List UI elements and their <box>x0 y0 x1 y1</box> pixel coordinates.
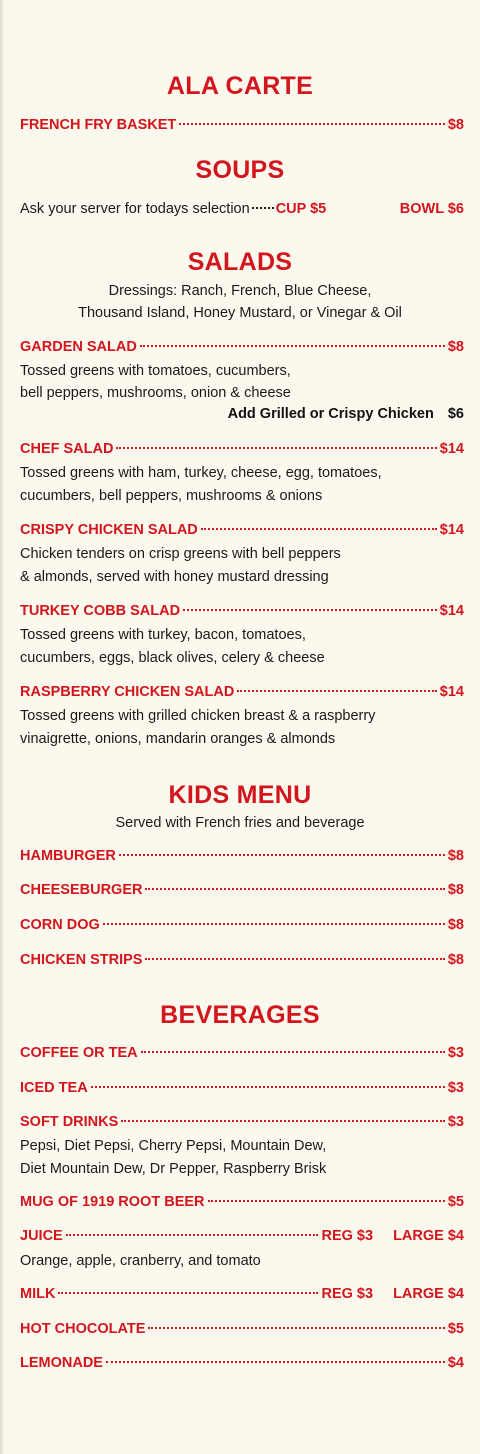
dot-leader <box>91 1086 445 1088</box>
dot-leader <box>106 1361 445 1363</box>
bowl-price: BOWL $6 <box>399 201 464 217</box>
item-price-large: LARGE $4 <box>393 1228 464 1244</box>
soup-text: Ask your server for todays selection <box>20 201 250 217</box>
ala-carte-heading: ALA CARTE <box>166 72 314 100</box>
item-price: $8 <box>447 848 464 864</box>
item-price: $8 <box>447 117 464 133</box>
item-price-large: LARGE $4 <box>393 1286 464 1302</box>
dot-leader <box>179 123 445 125</box>
item-name: CHEESEBURGER <box>20 882 143 898</box>
menu-item-crispy-chicken-salad <box>20 522 464 542</box>
menu-item-hot-chocolate <box>20 1321 464 1341</box>
item-name: LEMONADE <box>20 1355 103 1371</box>
item-name: MUG OF 1919 ROOT BEER <box>20 1194 205 1210</box>
menu-item-hamburger <box>20 848 464 868</box>
cup-price: CUP $5 <box>275 201 327 217</box>
item-name: TURKEY COBB SALAD <box>20 603 181 619</box>
item-price: $3 <box>447 1045 464 1061</box>
item-description-line: bell peppers, mushrooms, onion & cheese <box>20 385 291 401</box>
item-name: COFFEE OR TEA <box>20 1045 138 1061</box>
item-price: $3 <box>447 1080 464 1096</box>
dot-leader <box>252 207 274 209</box>
item-price: $5 <box>447 1321 464 1337</box>
item-price: $14 <box>439 522 464 538</box>
menu-item-corn-dog <box>20 917 464 937</box>
item-price: $8 <box>447 882 464 898</box>
item-price: $8 <box>447 917 464 933</box>
dot-leader <box>145 958 444 960</box>
addon-chicken <box>228 406 464 422</box>
kids-menu-note: Served with French fries and beverage <box>115 815 365 831</box>
item-price: $8 <box>447 952 464 968</box>
dressings-line-1: Dressings: Ranch, French, Blue Cheese, <box>108 283 372 299</box>
item-price: $3 <box>447 1114 464 1130</box>
dot-leader <box>141 1051 445 1053</box>
menu-item-lemonade <box>20 1355 464 1375</box>
item-name: GARDEN SALAD <box>20 339 137 355</box>
dot-leader <box>140 345 445 347</box>
item-name: ICED TEA <box>20 1080 88 1096</box>
menu-item-turkey-cobb-salad <box>20 603 464 623</box>
dot-leader <box>66 1234 319 1236</box>
item-price-regular: REG $3 <box>321 1286 374 1302</box>
item-price: $14 <box>439 441 464 457</box>
item-price-regular: REG $3 <box>321 1228 374 1244</box>
menu-item-french-fry-basket <box>20 117 464 137</box>
salads-heading: SALADS <box>187 248 293 276</box>
item-name: CHEF SALAD <box>20 441 114 457</box>
item-name: CORN DOG <box>20 917 100 933</box>
dot-leader <box>183 609 437 611</box>
item-name: RASPBERRY CHICKEN SALAD <box>20 684 235 700</box>
dot-leader <box>119 854 445 856</box>
item-name: FRENCH FRY BASKET <box>20 117 177 133</box>
menu-item-milk <box>20 1286 464 1306</box>
menu-item-coffee-or-tea <box>20 1045 464 1065</box>
item-description-line: Tossed greens with turkey, bacon, tomatoes, <box>20 627 306 643</box>
menu-item-raspberry-chicken-salad <box>20 684 464 704</box>
dot-leader <box>208 1200 445 1202</box>
item-price: $5 <box>447 1194 464 1210</box>
item-price: $14 <box>439 684 464 700</box>
item-price: $14 <box>439 603 464 619</box>
page-edge-shadow <box>0 0 4 1454</box>
item-description-line: Orange, apple, cranberry, and tomato <box>20 1253 261 1269</box>
item-description-line: Diet Mountain Dew, Dr Pepper, Raspberry Brisk <box>20 1161 327 1177</box>
menu-item-chicken-strips <box>20 952 464 972</box>
menu-item-root-beer <box>20 1194 464 1214</box>
dot-leader <box>121 1120 445 1122</box>
item-description-line: Tossed greens with ham, turkey, cheese, egg, tomatoes, <box>20 465 382 481</box>
item-price: $4 <box>447 1355 464 1371</box>
item-description-line: Pepsi, Diet Pepsi, Cherry Pepsi, Mountain Dew, <box>20 1138 327 1154</box>
item-price: $8 <box>447 339 464 355</box>
item-description-line: & almonds, served with honey mustard dressing <box>20 569 329 585</box>
item-name: SOFT DRINKS <box>20 1114 119 1130</box>
item-description-line: vinaigrette, onions, mandarin oranges & almonds <box>20 731 336 747</box>
menu-item-juice <box>20 1228 464 1248</box>
item-name: HOT CHOCOLATE <box>20 1321 146 1337</box>
item-description-line: Chicken tenders on crisp greens with bell peppers <box>20 546 341 562</box>
menu-item-garden-salad <box>20 339 464 359</box>
item-description-line: Tossed greens with tomatoes, cucumbers, <box>20 363 291 379</box>
dot-leader <box>148 1327 444 1329</box>
menu-item-cheeseburger <box>20 882 464 902</box>
menu-item-chef-salad <box>20 441 464 461</box>
dot-leader <box>116 447 436 449</box>
item-name: CRISPY CHICKEN SALAD <box>20 522 198 538</box>
addon-label: Add Grilled or Crispy Chicken <box>227 406 434 422</box>
soups-heading: SOUPS <box>195 156 285 184</box>
soup-line <box>20 201 464 221</box>
kids-menu-heading: KIDS MENU <box>168 781 312 809</box>
dot-leader <box>145 888 444 890</box>
beverages-heading: BEVERAGES <box>160 1001 320 1029</box>
item-name: CHICKEN STRIPS <box>20 952 143 968</box>
menu-item-soft-drinks <box>20 1114 464 1134</box>
item-description-line: cucumbers, bell peppers, mushrooms & onions <box>20 488 323 504</box>
dressings-line-2: Thousand Island, Honey Mustard, or Vinegar & Oil <box>78 305 402 321</box>
dot-leader <box>237 690 436 692</box>
dot-leader <box>201 528 437 530</box>
menu-item-iced-tea <box>20 1080 464 1100</box>
addon-price: $6 <box>447 406 464 422</box>
dot-leader <box>58 1292 318 1294</box>
item-name: JUICE <box>20 1228 63 1244</box>
item-description-line: Tossed greens with grilled chicken breast & a raspberry <box>20 708 376 724</box>
item-name: HAMBURGER <box>20 848 116 864</box>
item-description-line: cucumbers, eggs, black olives, celery & cheese <box>20 650 325 666</box>
item-name: MILK <box>20 1286 56 1302</box>
dot-leader <box>103 923 445 925</box>
